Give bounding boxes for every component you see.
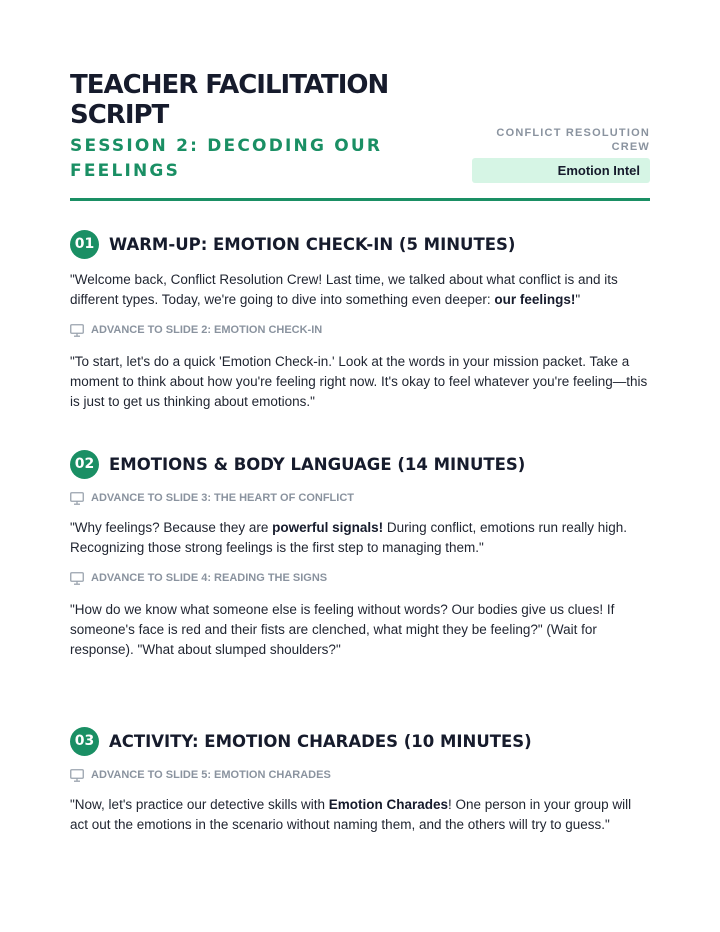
slide-cue: ADVANCE TO SLIDE 2: EMOTION CHECK-IN (70, 320, 650, 340)
slide-cue: ADVANCE TO SLIDE 3: THE HEART OF CONFLICT (70, 488, 650, 508)
slide-cue: ADVANCE TO SLIDE 5: EMOTION CHARADES (70, 765, 650, 785)
section-header (70, 727, 650, 757)
crew-label: CONFLICT RESOLUTION CREW (496, 127, 650, 153)
session-subtitle: SESSION 2: DECODING OUR FEELINGS (70, 136, 383, 181)
emphasis-text: our feelings! (494, 292, 576, 307)
slide-cue: ADVANCE TO SLIDE 4: READING THE SIGNS (70, 568, 650, 588)
section-header (70, 450, 650, 480)
section-header (70, 230, 650, 260)
section-number: 03 (70, 727, 99, 756)
section-warm-up (70, 230, 650, 412)
section-title: WARM-UP: EMOTION CHECK-IN (5 MINUTES) (109, 235, 516, 254)
script-paragraph: "Now, let's practice our detective skills with Emotion Charades! One person in your group will act out the emotions in the scenario without naming them, and the others will try to guess." (70, 797, 632, 832)
emphasis-text: powerful signals! (272, 520, 384, 535)
script-paragraph: "Welcome back, Conflict Resolution Crew! Last time, we talked about what conflict is and its different types. Today, we're going to dive into something even deeper: our feelings!" (70, 272, 618, 307)
section-number: 02 (70, 450, 99, 479)
section-body-language (70, 450, 650, 660)
presentation-screen-icon (70, 324, 84, 337)
script-paragraph: "How do we know what someone else is feeling without words? Our bodies give us clues! If someone's face is red and their fists are clenched, what might they be feeling?" (Wait for response). "What about slumped shoulders?" (70, 602, 615, 657)
emotion-intel-badge: Emotion Intel (472, 158, 650, 183)
section-title: ACTIVITY: EMOTION CHARADES (10 MINUTES) (109, 732, 532, 751)
script-paragraph: "Why feelings? Because they are powerful signals! During conflict, emotions run really high. Recognizing those strong feelings is the first step to managing them." (70, 520, 628, 555)
page-title: TEACHER FACILITATION SCRIPT (70, 70, 389, 130)
section-title: EMOTIONS & BODY LANGUAGE (14 MINUTES) (109, 455, 526, 474)
emphasis-text: Emotion Charades (328, 797, 448, 812)
page-header (70, 70, 650, 201)
presentation-screen-icon (70, 572, 84, 585)
script-page (70, 70, 650, 832)
presentation-screen-icon (70, 492, 84, 505)
section-number: 01 (70, 230, 99, 259)
presentation-screen-icon (70, 769, 84, 782)
script-paragraph: "To start, let's do a quick 'Emotion Check-in.' Look at the words in your mission packet. Take a moment to think about how you're feeling right now. It's okay to feel whatever you're feeling—this is just to get us thinking about emotions." (70, 354, 648, 409)
section-charades (70, 727, 650, 835)
